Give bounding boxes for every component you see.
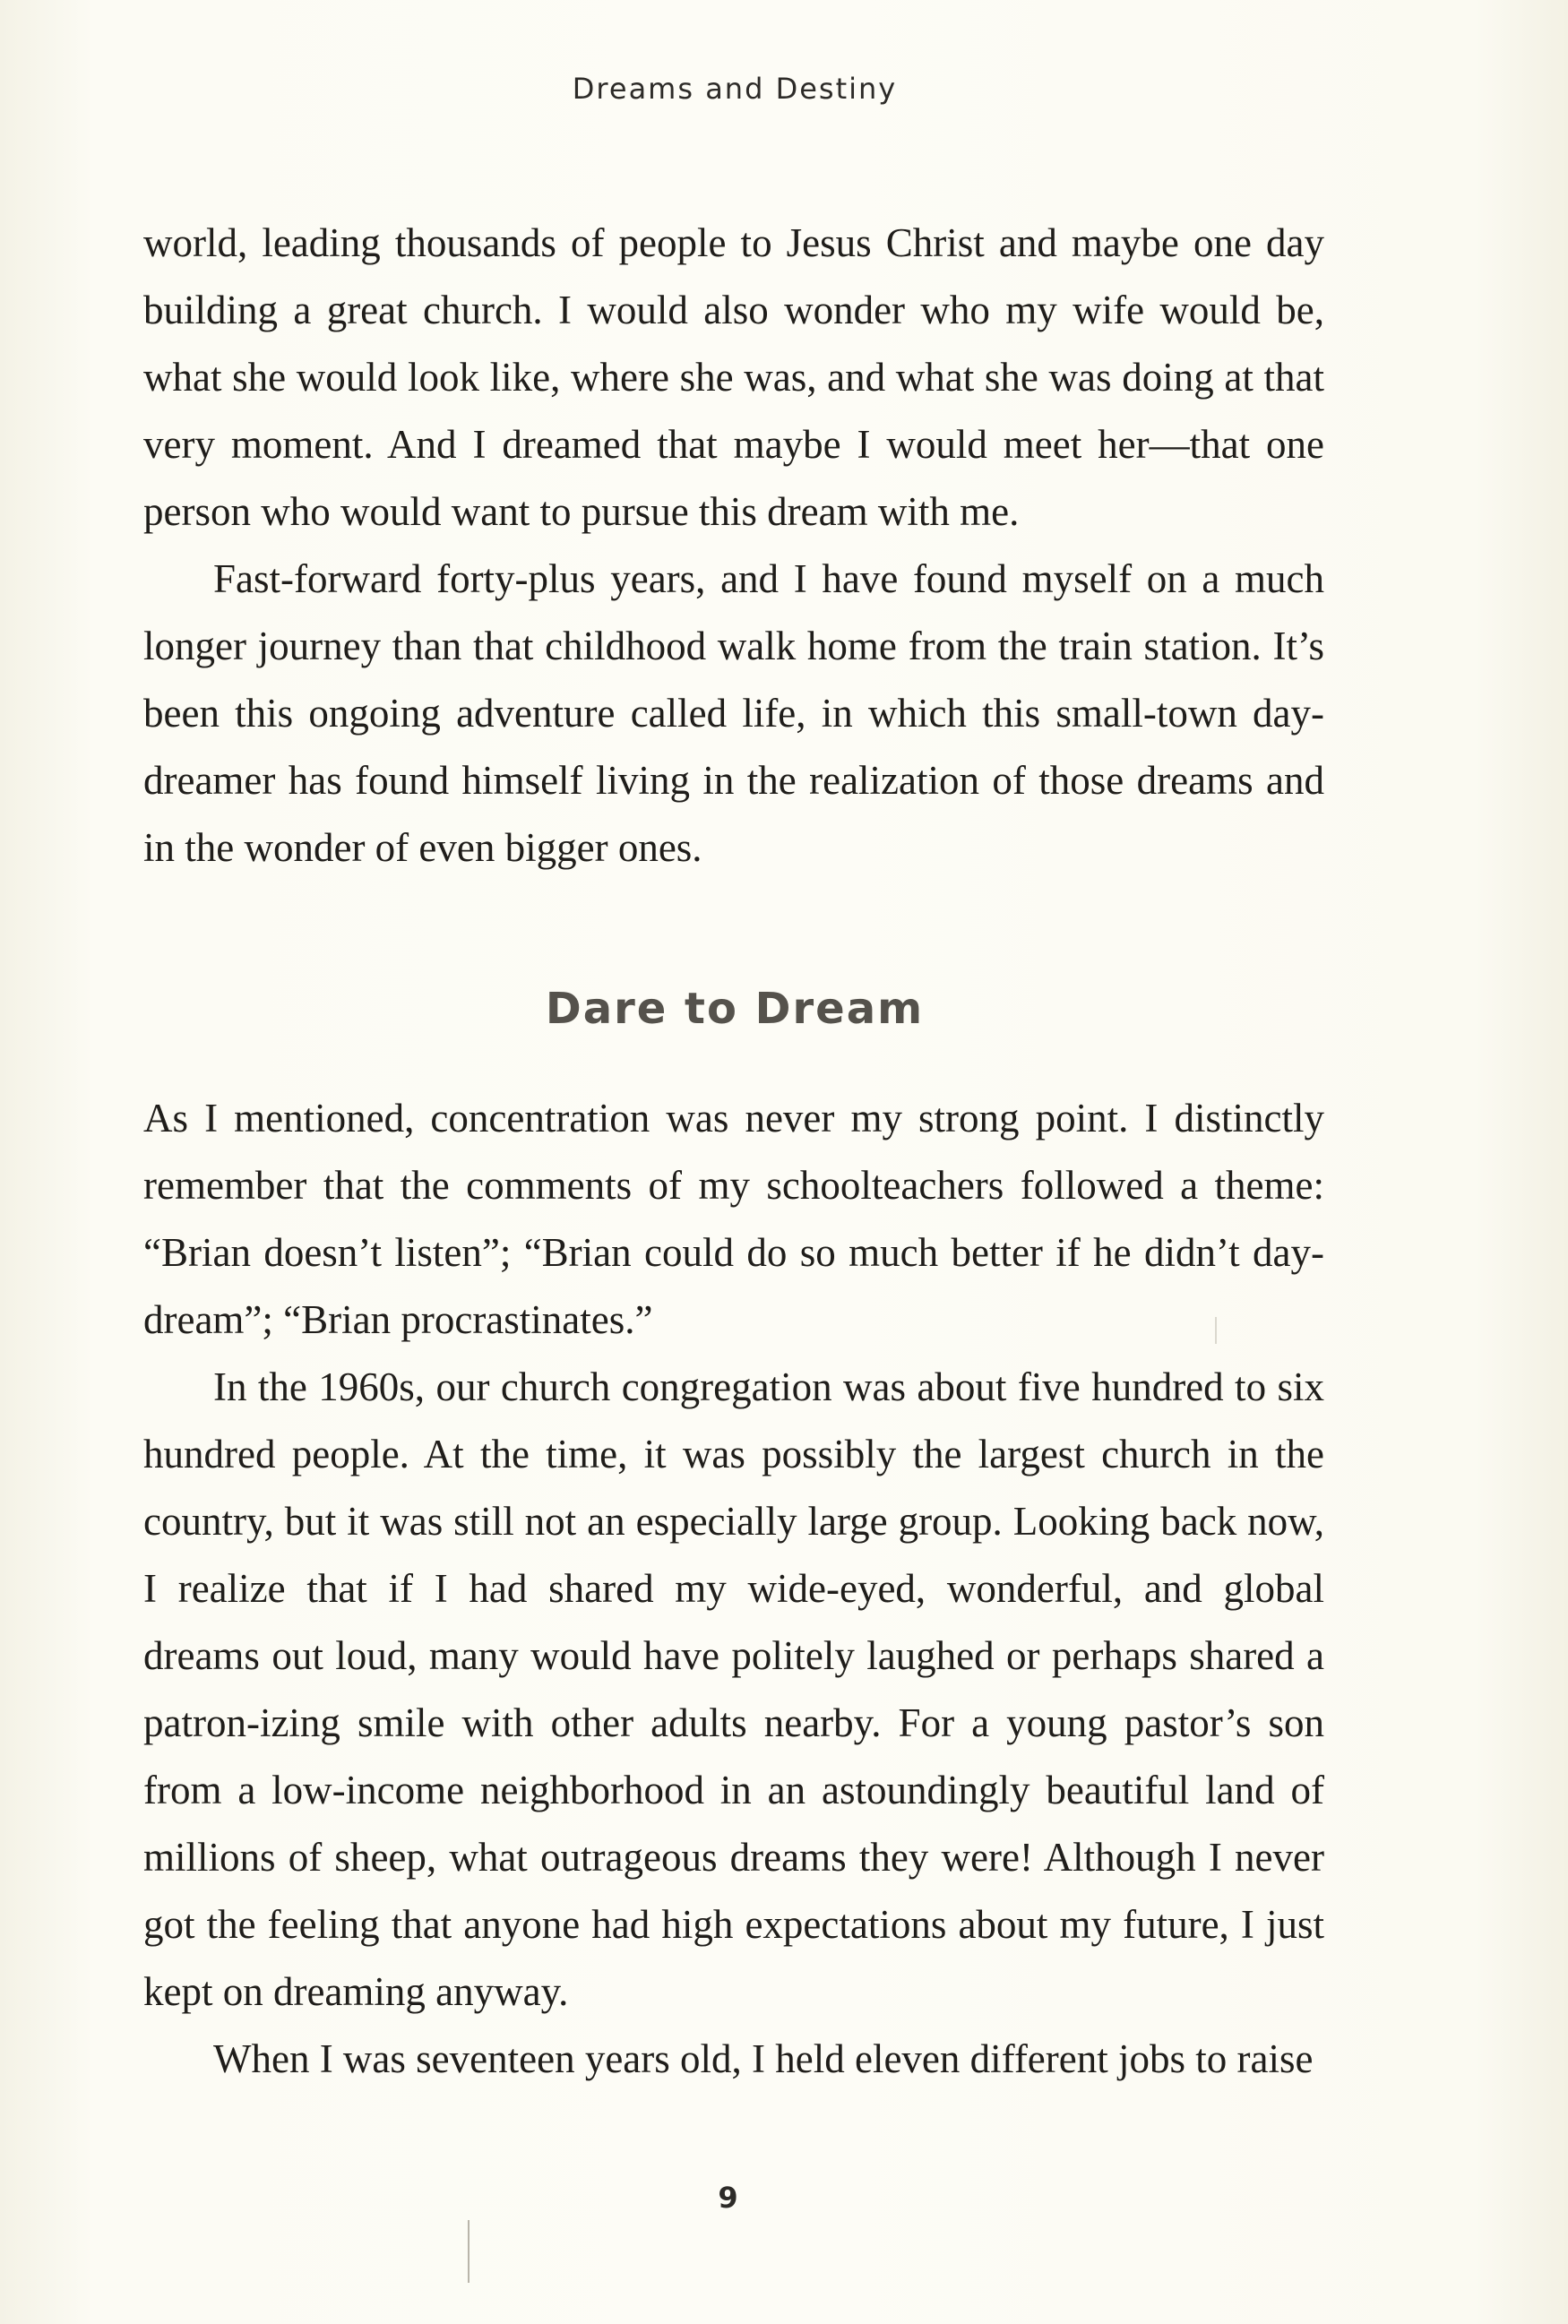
paragraph: When I was seventeen years old, I held eleven different jobs to raise xyxy=(213,2036,1314,2081)
body-text-after-heading xyxy=(143,1085,1324,2093)
scan-artifact-line xyxy=(1215,1317,1217,1344)
section-heading: Dare to Dream xyxy=(545,984,925,1034)
paragraph: As I mentioned, concentration was never my strong point. I distinctly remember that the comments of my schoolteachers followed a theme: “Brian doesn’t listen”; “Brian could do so much better if he didn’t day-dream”; “Brian procrastinates.” xyxy=(143,1096,1324,1342)
page-number: 9 xyxy=(718,2181,738,2215)
paragraph: Fast-forward forty-plus years, and I have found myself on a much longer journey than that childhood walk home from the train station. It’s been this ongoing adventure called life, in which this small-town day-dreamer has found himself living in the realization of those dreams and in the wonder of even bigger ones. xyxy=(143,556,1324,870)
paragraph: world, leading thousands of people to Jesus Christ and maybe one day building a great church. I would also wonder who my wife would be, what she would look like, where she was, and what she was doing at that very moment. And I dreamed that maybe I would meet her—that one person who would want to pursue this dream with me. xyxy=(143,220,1324,534)
scan-artifact-line xyxy=(468,2220,470,2283)
running-head: Dreams and Destiny xyxy=(572,72,898,106)
body-text-before-heading xyxy=(143,210,1324,882)
paragraph: In the 1960s, our church congregation was about five hundred to six hundred people. At the time, it was possibly the largest church in the country, but it was still not an especially large group. Looking back now, I realize that if I had shared my wide-eyed, wonderful, and global dreams out loud, many would have politely laughed or perhaps shared a patron-izing smile with other adults nearby. For a young pastor’s son from a low-income neighborhood in an astoundingly beautiful land of millions of sheep, what outrageous dreams they were! Although I never got the feeling that anyone had high expectations about my future, I just kept on dreaming anyway. xyxy=(143,1364,1324,2014)
